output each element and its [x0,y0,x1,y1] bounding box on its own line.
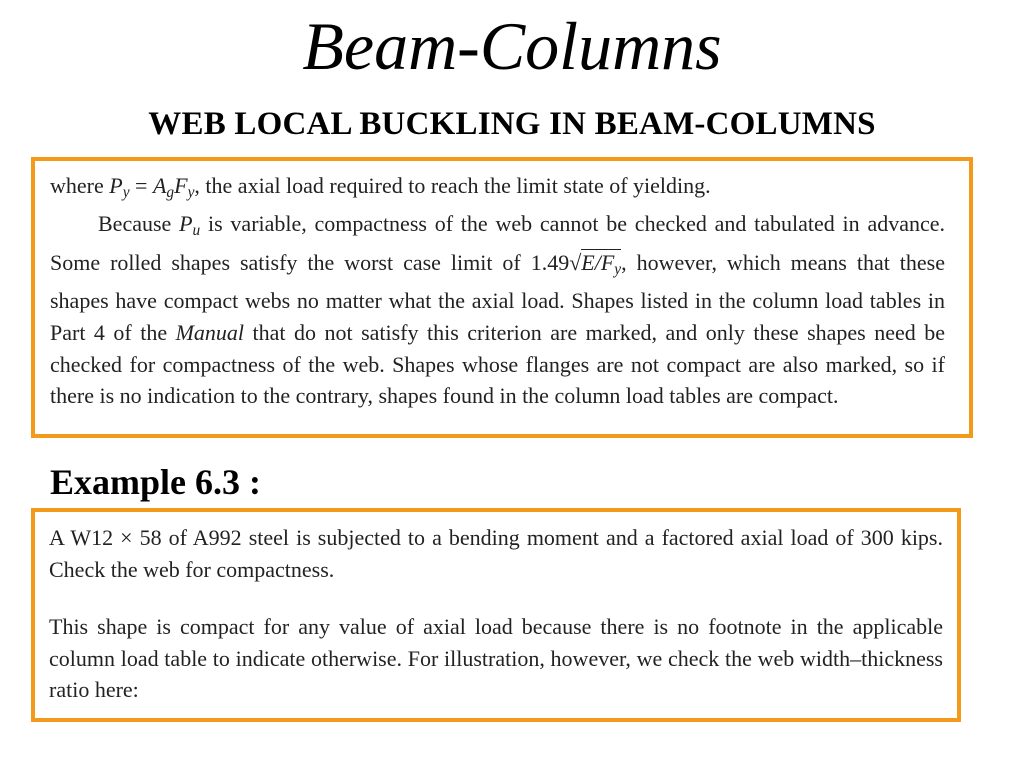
where-word: where [50,173,104,198]
because-word: Because [98,211,180,237]
excerpt-text [50,170,945,412]
py-symbol: P [109,173,123,198]
paragraph-gap [49,585,943,611]
sqrt-argument: E/F [581,249,615,275]
example-text [49,522,943,706]
slide-subtitle: WEB LOCAL BUCKLING IN BEAM-COLUMNS [148,106,876,142]
paragraph-part-3: that do not satisfy this criterion are marked, and only these shapes need be checked for compactness of the web. Shapes whose flanges are not compact are also marked, so if there is no indication to the contrary, shapes found in the column load tables are compact. [50,319,945,409]
fy-symbol: F [174,173,188,198]
excerpt-paragraph [50,208,945,411]
paragraph-part-1: is variable, compactness of the web cannot be checked and tabulated in advance. Some rolled shapes satisfy the worst case limit of [50,211,945,275]
sqrt-sign: √ [569,249,582,275]
limit-coefficient: 1.49 [530,249,570,275]
sqrt-argument-subscript: y [614,260,622,278]
fy-subscript: y [187,183,195,201]
equals-sign: = [129,173,153,198]
ag-symbol: A [152,173,167,198]
slide-title: Beam-Columns [302,8,722,84]
ag-subscript: g [166,183,175,201]
paragraph-part-2: , however, which means that these shapes have compact webs no matter what the axial load. Shapes listed in the column load tables in Part 4 of the [50,249,945,345]
manual-title: Manual [175,319,245,345]
pu-symbol: P [179,211,193,237]
py-subscript: y [122,183,130,201]
textbook-excerpt-box [31,157,973,438]
yield-clause: , the axial load required to reach the limit state of yielding. [194,173,711,198]
excerpt-line-where [50,170,945,208]
example-solution: This shape is compact for any value of axial load because there is no footnote in the applicable column load table to indicate otherwise. For illustration, however, we check the web width–thickness ratio here: [49,614,943,703]
limit-formula [530,249,622,278]
example-heading: Example 6.3 : [50,462,261,502]
example-problem: A W12 × 58 of A992 steel is subjected to a bending moment and a factored axial load of 300 kips. Check the web for compactness. [49,525,943,582]
example-box [31,508,961,722]
pu-subscript: u [192,222,201,240]
